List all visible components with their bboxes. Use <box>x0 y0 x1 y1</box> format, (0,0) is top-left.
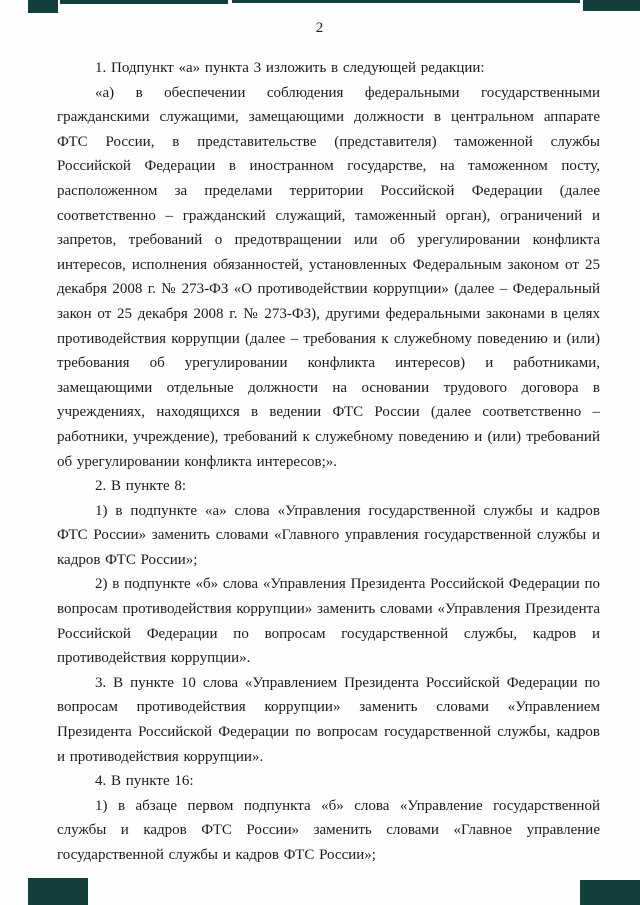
paragraph-amendment-4: 4. В пункте 16: <box>95 773 194 790</box>
scan-artifact-bottom-left <box>28 878 88 905</box>
document-body <box>57 56 600 868</box>
scan-artifact-top-left <box>28 0 58 13</box>
paragraph-point8-sub1: 1) в подпункте «а» слова «Управления государственной службы и кадров ФТС России» заменить словами «Главного управления государственной службы и кадров ФТС России»; <box>57 502 600 568</box>
scan-artifact-top-line-2 <box>232 0 580 3</box>
scan-artifact-bottom-right <box>580 880 640 905</box>
paragraph-subpoint-a-wording: «а) в обеспечении соблюдения федеральными государственными гражданскими служащими, замещающими должности в центральном аппарате ФТС России, в представительстве (представителя) таможенной службы Российской Федерации в иностранном государстве, на таможенном посту, расположенном за пределами территории Российской Федерации (далее соответственно – гражданский служащий, таможенный орган), ограничений и запретов, требований о предотвращении или об урегулировании конфликта интересов, исполнения обязанностей, установленных Федеральным законом от 25 декабря 2008 г. № 273-ФЗ «О противодействии коррупции» (далее – Федеральный закон от 25 декабря 2008 г. № 273-ФЗ), другими федеральными законами в целях противодействия коррупции (далее – требования к служебному поведению и (или) требования об урегулировании конфликта интересов) и работниками, замещающими отдельные должности на основании трудового договора в учреждениях, находящихся в ведении ФТС России (далее соответственно – работники, учреждение), требований к служебному поведению и (или) требований об урегулировании конфликта интересов;». <box>57 84 600 470</box>
paragraph-point8-sub2: 2) в подпункте «б» слова «Управления Президента Российской Федерации по вопросам противодействия коррупции» заменить словами «Управления Президента Российской Федерации по вопросам государственной службы, кадров и противодействия коррупции». <box>57 576 601 667</box>
paragraph-amendment-3: 3. В пункте 10 слова «Управлением Президента Российской Федерации по вопросам противодействия коррупции» заменить словами «Управлением Президента Российской Федерации по вопросам государственной службы, кадров и противодействия коррупции». <box>57 674 600 765</box>
page-number: 2 <box>315 20 325 36</box>
paragraph-point16-sub1: 1) в абзаце первом подпункта «б» слова «Управление государственной службы и кадров ФТС России» заменить словами «Главное управление государственной службы и кадров ФТС России»; <box>57 797 600 863</box>
paragraph-amendment-2: 2. В пункте 8: <box>95 478 187 495</box>
scan-artifact-top-line-1 <box>60 0 228 4</box>
scan-artifact-top-right <box>583 0 640 11</box>
paragraph-amendment-1: 1. Подпункт «а» пункта 3 изложить в следующей редакции: <box>95 60 485 76</box>
